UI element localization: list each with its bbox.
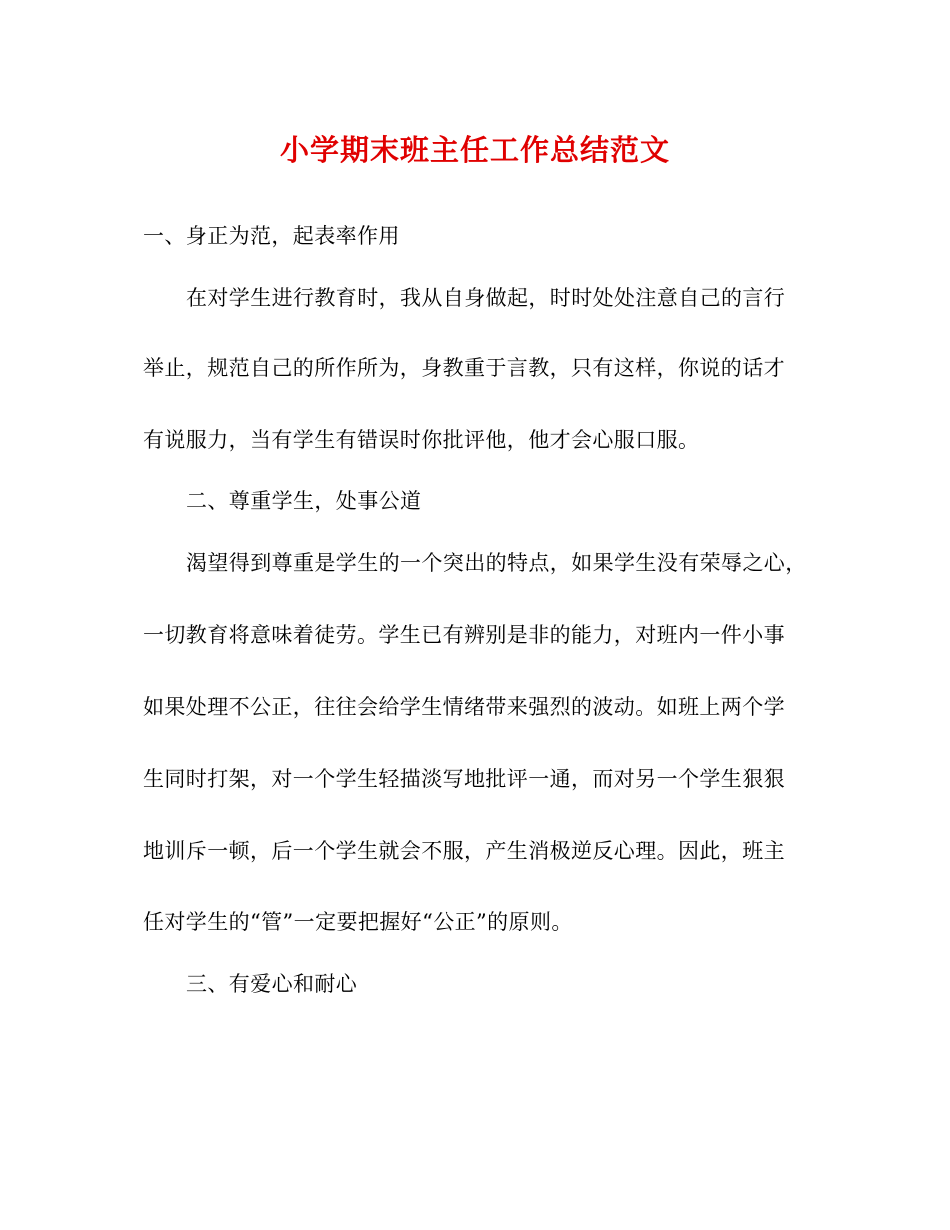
paragraph-line: 举止，规范自己的所作所为，身教重于言教，只有这样，你说的话才	[143, 356, 785, 380]
section-heading-2: 二、尊重学生，处事公道	[186, 489, 422, 513]
paragraph-line: 生同时打架，对一个学生轻描淡写地批评一通，而对另一个学生狠狠	[143, 767, 785, 791]
section-heading-3: 三、有爱心和耐心	[186, 972, 358, 996]
section-heading-1: 一、身正为范，起表率作用	[143, 224, 400, 248]
paragraph-line: 如果处理不公正，往往会给学生情绪带来强烈的波动。如班上两个学	[143, 695, 785, 719]
paragraph-line: 渴望得到尊重是学生的一个突出的特点，如果学生没有荣辱之心，	[186, 551, 807, 575]
paragraph-line: 一切教育将意味着徒劳。学生已有辨别是非的能力，对班内一件小事	[143, 623, 785, 647]
paragraph-line: 在对学生进行教育时，我从自身做起，时时处处注意自己的言行	[186, 286, 786, 310]
paragraph-line: 任对学生的“管”一定要把握好“公正”的原则。	[143, 910, 573, 934]
paragraph-line: 有说服力，当有学生有错误时你批评他，他才会心服口服。	[143, 428, 700, 452]
paragraph-line: 地训斥一顿，后一个学生就会不服，产生消极逆反心理。因此，班主	[143, 839, 785, 863]
document-title: 小学期末班主任工作总结范文	[279, 133, 670, 167]
